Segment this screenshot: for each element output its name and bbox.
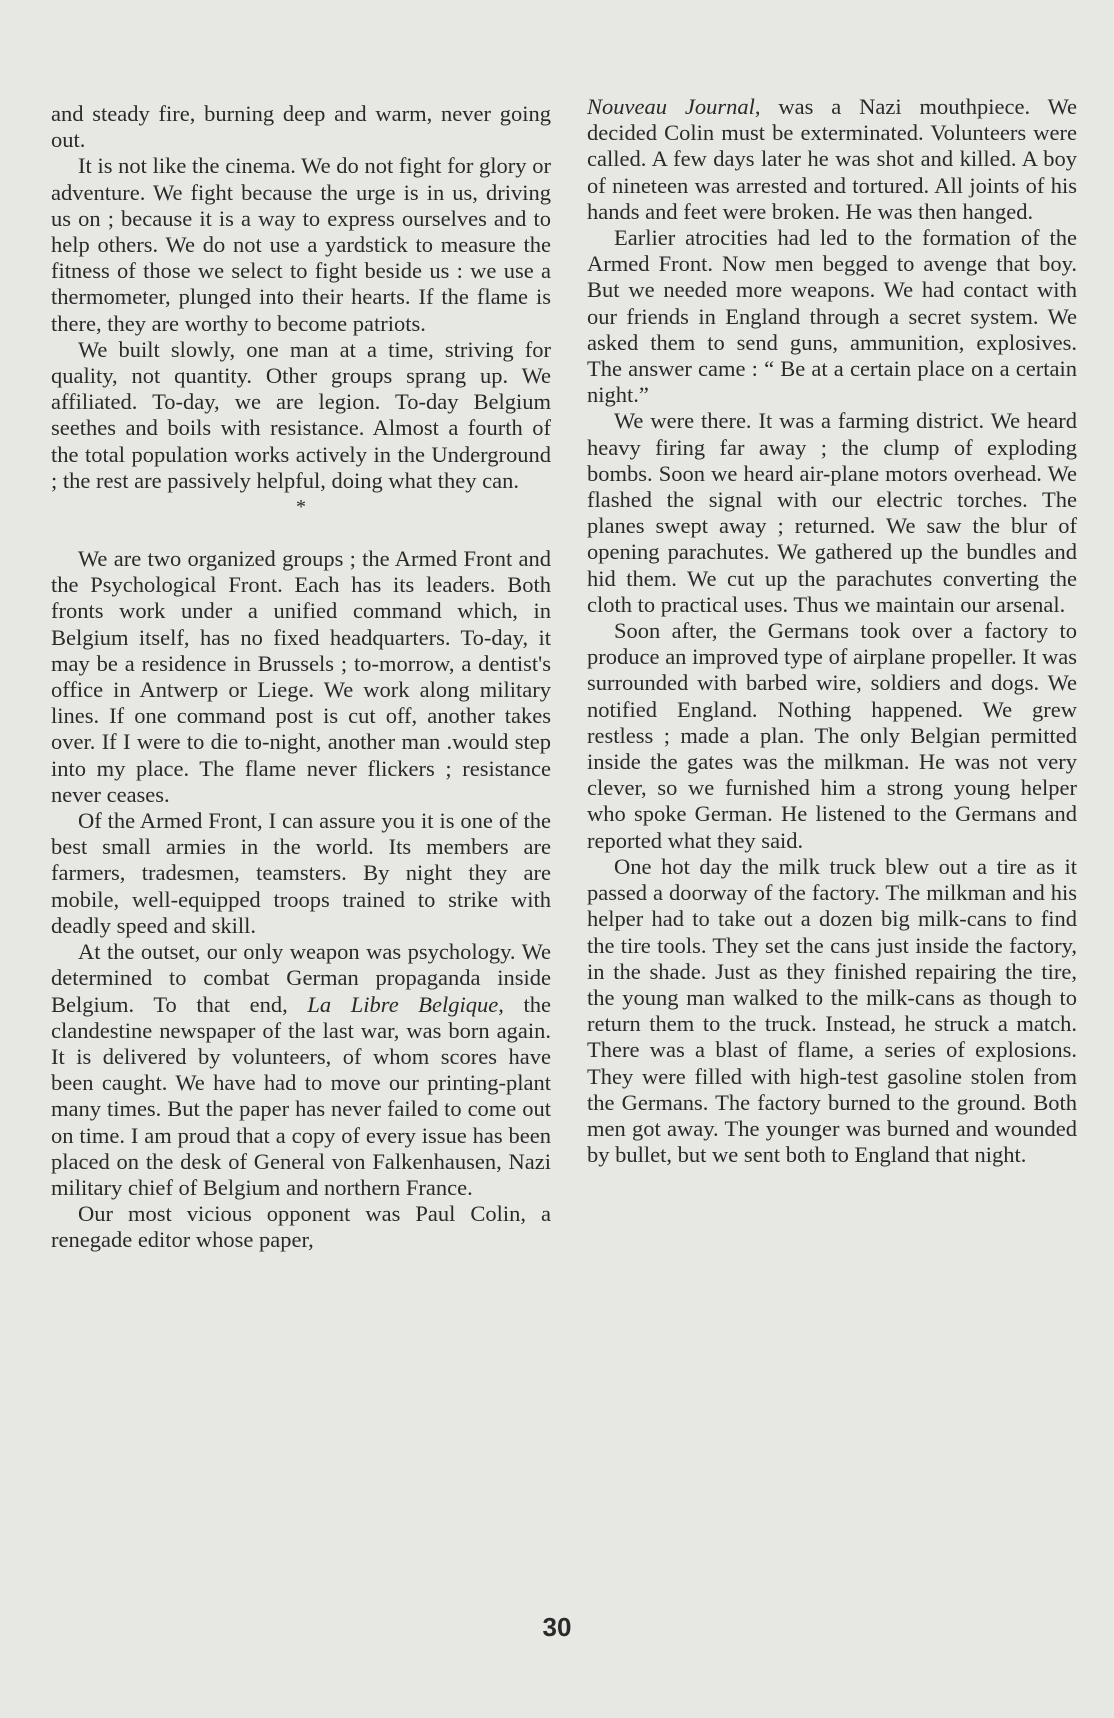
page-number: 30 [542, 1612, 572, 1642]
paragraph: We were there. It was a farming district. We heard heavy firing far away ; the clump of exploding bombs. Soon we heard air-plane motors overhead. We flashed the signal with our electric torches. The planes swept away ; returned. We saw the blur of opening parachutes. We gathered up the bundles and hid them. We cut up the parachutes converting the cloth to practical uses. Thus we maintain our arsenal. [587, 408, 1077, 617]
paragraph: Of the Armed Front, I can assure you it is one of the best small armies in the world. Its members are farmers, tradesmen, teamsters. By night they are mobile, well-equipped troops trained to strike with deadly speed and skill. [51, 808, 551, 938]
paragraph: Our most vicious opponent was Paul Colin, a renegade editor whose paper, [51, 1201, 551, 1253]
paragraph: Earlier atrocities had led to the formation of the Armed Front. Now men begged to avenge that boy. But we needed more weapons. We had contact with our friends in England through a secret system. We asked them to send guns, ammunition, explosives. The answer came : “ Be at a certain place on a certain night.” [587, 225, 1077, 408]
paragraph-text: At the outset, our only weapon was psychology. We determined to combat German propaganda inside Belgium. To that end, [51, 939, 551, 1017]
left-column [51, 101, 551, 1254]
paragraph [587, 94, 1077, 225]
paragraph: We are two organized groups ; the Armed Front and the Psychological Front. Each has its leaders. Both fronts work under a unified command which, in Belgium itself, has no fixed headquarters. To-day, it may be a residence in Brussels ; to-morrow, a dentist's office in Antwerp or Liege. We work along military lines. If one command post is cut off, another takes over. If I were to die to-night, another man .would step into my place. The flame never flickers ; resistance never ceases. [51, 546, 551, 807]
section-separator: * [296, 496, 306, 519]
paragraph: Soon after, the Germans took over a factory to produce an improved type of airplane propeller. It was surrounded with barbed wire, soldiers and dogs. We notified England. Nothing happened. We grew restless ; made a plan. The only Belgian permitted inside the gates was the milkman. He was not very clever, so we furnished him a strong young helper who spoke German. He listened to the Germans and reported what they said. [587, 618, 1077, 853]
newspaper-title: La Libre Belgique [307, 991, 499, 1017]
paragraph: and steady fire, burning deep and warm, never going out. [51, 101, 551, 153]
paragraph-text: , the clandestine newspaper of the last war, was born again. It is delivered by volunteers, of whom scores have been caught. We have had to move our printing-plant many times. But the paper has never failed to come out on time. I am proud that a copy of every issue has been placed on the desk of General von Falkenhausen, Nazi military chief of Belgium and northern France. [51, 991, 551, 1200]
newspaper-title: Nouveau Journal [587, 94, 755, 119]
paragraph: One hot day the milk truck blew out a tire as it passed a doorway of the factory. The milkman and his helper had to take out a dozen big milk-cans to find the tire tools. They set the cans just inside the factory, in the shade. Just as they finished repairing the tire, the young man walked to the milk-cans as though to return them to the truck. Instead, he struck a match. There was a blast of flame, a series of explosions. They were filled with high-test gasoline stolen from the Germans. The factory burned to the ground. Both men got away. The younger was burned and wounded by bullet, but we sent both to England that night. [587, 853, 1077, 1168]
right-column [587, 94, 1077, 1168]
paragraph-text: , was a Nazi mouthpiece. We decided Colin must be exterminated. Volunteers were called. A few days later he was shot and killed. A boy of nineteen was arrested and tortured. All joints of his hands and feet were broken. He was then hanged. [587, 94, 1077, 224]
paragraph: We built slowly, one man at a time, striving for quality, not quantity. Other groups sprang up. We affiliated. To-day, we are legion. To-day Belgium seethes and boils with resistance. Almost a fourth of the total population works actively in the Underground ; the rest are passively helpful, doing what they can. [51, 336, 551, 493]
paragraph [51, 939, 551, 1201]
paragraph: It is not like the cinema. We do not fight for glory or adventure. We fight because the urge is in us, driving us on ; because it is a way to express ourselves and to help others. We do not use a yardstick to measure the fitness of those we select to fight beside us : we use a thermometer, plunged into their hearts. If the flame is there, they are worthy to become patriots. [51, 153, 551, 336]
